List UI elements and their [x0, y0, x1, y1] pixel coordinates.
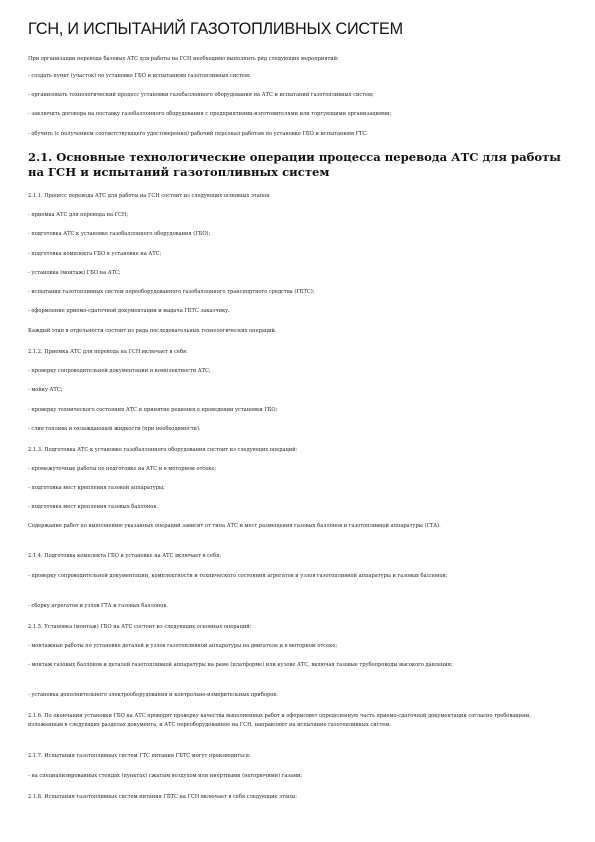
document-title: ГСН, И ИСПЫТАНИЙ ГАЗОТОПЛИВНЫХ СИСТЕМ	[28, 20, 403, 38]
body-paragraph: - проверку сопроводительной документации и комплектности АТС;	[28, 368, 211, 374]
body-paragraph: Содержание работ по выполнению указанных операций зависит от типа АТС и мест размещения газовых баллонов и газотопливной аппаратуры (ГТА).	[28, 523, 441, 529]
intro-item: - обучить (с получением соответствующего удостоверения) рабочий персонал работам по установке ГБО и испытаниям ГТС.	[28, 131, 368, 137]
intro-paragraph: При организации перевода базовых АТС для работы на ГСН необходимо выполнить ряд следующих мероприятий:	[28, 56, 339, 62]
section-heading: 2.1. Основные технологические операции процесса перевода АТС для работы на ГСН и испытаний газотопливных систем	[28, 150, 561, 179]
body-paragraph: - мойку АТС;	[28, 387, 63, 393]
body-paragraph: 2.1.5. Установка (монтаж) ГБО на АТС состоит из следующих основных операций:	[28, 624, 252, 630]
body-paragraph: - монтаж газовых баллонов и деталей газотопливной аппаратуры на раме (платформе) или кузове АТС, включая газовые трубопроводы высокого давления;	[28, 662, 453, 668]
intro-item: - заключить договора на поставку газобаллонного оборудования с предприятиями-изготовителями или торгующими организациями;	[28, 111, 392, 117]
body-paragraph: - подготовка комплекта ГБО к установке на АТС;	[28, 251, 162, 257]
body-paragraph: - промежуточные работы по подготовке на АТС и в моторном отсеке;	[28, 466, 217, 472]
body-paragraph: - проверку технического состояния АТС и принятие решения о проведении установки ГБО;	[28, 407, 278, 413]
body-paragraph: - монтажные работы по установке деталей и узлов газотопливной аппаратуры на двигателе и в моторном отсеке;	[28, 643, 338, 649]
body-paragraph: - проверку сопроводительной документации, комплектности и технического состояния агрегатов и узлов газотопливной аппаратуры и газовых баллонов;	[28, 573, 448, 579]
body-paragraph: 2.1.4. Подготовка комплекта ГБО к установке на АТС включает в себя:	[28, 553, 222, 559]
body-paragraph: 2.1.7. Испытания газотопливных систем ГТС питания ГБТС могут производиться:	[28, 753, 251, 759]
body-paragraph: 2.1.1. Процесс перевода АТС для работы на ГСН состоит из следующих основных этапов:	[28, 193, 271, 199]
body-paragraph: - подготовка АТС к установке газобаллонного оборудования (ГБО);	[28, 231, 211, 237]
body-paragraph: - сборку агрегатов и узлов ГТА и газовых баллонов.	[28, 603, 168, 609]
intro-item: - организовать технологический процесс установки газобаллонного оборудования на АТС и испытаний газотопливных систем;	[28, 92, 374, 98]
body-paragraph: Каждый этап в отдельности состоит из ряда последовательных технологических операций.	[28, 328, 277, 334]
body-paragraph: - на специализированных стендах (пунктах) сжатым воздухом или инертными (негорючими) газами;	[28, 773, 303, 779]
body-paragraph: - установка дополнительного электрооборудования и контрольно-измерительных приборов.	[28, 692, 278, 698]
body-paragraph: 2.1.8. Испытания газотопливных систем питания ГБТС на ГСН включает в себя следующие этапы:	[28, 794, 298, 800]
body-paragraph: 2.1.6. По окончании установки ГБО на АТС проводят проверку качества выполненных работ и оформляют определенную часть приемо-сдаточной документации согласно требованиям, изложенным в следующих разделах документа, и АТС переоборудованное на ГСН, направляют на испытание газотопливных систем.	[28, 713, 531, 729]
body-paragraph: - испытания газотопливных систем переоборудованного газобаллонного транспортного средства (ГБТС);	[28, 289, 315, 295]
body-paragraph: - оформление приемо-сдаточной документации и выдача ГБТС заказчику.	[28, 308, 230, 314]
body-paragraph: - слив топлива и охлаждающей жидкости (при необходимости).	[28, 426, 201, 432]
body-paragraph: - установка (монтаж) ГБО на АТС;	[28, 270, 121, 276]
body-paragraph: - подготовка мест крепления газовой аппаратуры;	[28, 485, 165, 491]
intro-item: - создать пункт (участок) по установке ГБО и испытаниям газотопливных систем;	[28, 73, 251, 79]
body-paragraph: 2.1.2. Приемка АТС для перевода на ГСН включает в себя:	[28, 349, 188, 355]
body-paragraph: 2.1.3. Подготовка АТС к установке газобаллонного оборудования состоит из следующих операций:	[28, 447, 298, 453]
body-paragraph: - приемка АТС для перевода на ГСН;	[28, 212, 129, 218]
body-paragraph: - подготовка мест крепления газовых баллонов.	[28, 504, 158, 510]
